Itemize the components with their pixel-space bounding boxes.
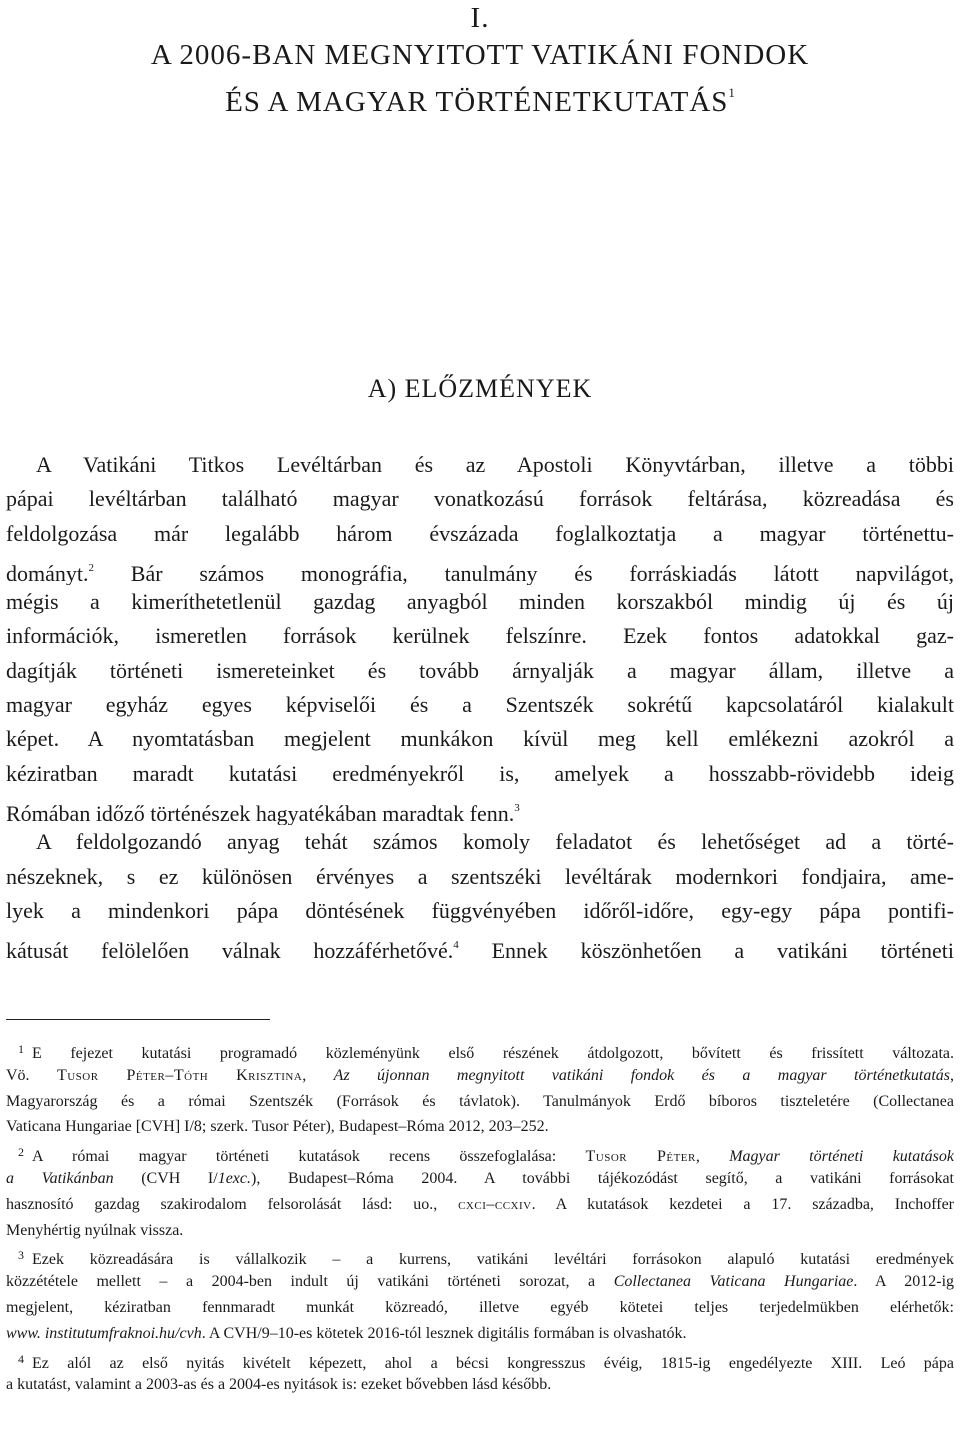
body-line [6,791,954,825]
body-text-segment: kátusát felölelően válnak hozzáférhetővé. [6,938,454,963]
body-line: információk, ismeretlen források kerülnek felszínre. Ezek fontos adatokkal gaz- [6,623,954,649]
footnote-separator [6,1019,270,1020]
body-line: lyek a mindenkori pápa döntésének függvényében időről-időre, egy-egy pápa pontifi- [6,897,954,923]
body-text [6,448,954,962]
footnote-text: , [950,1066,954,1084]
body-line: mégis a kimeríthetetlenül gazdag anyagból minden korszakból mindig új és új [6,589,954,615]
section-heading: A) ELŐZMÉNYEK [367,374,593,403]
footnote-4-line [6,1347,954,1373]
footnote-text: A római magyar történeti kutatások recens összefoglalása: [32,1148,586,1166]
footnote-text: Ez alól az első nyitás kivételt képezett, ahol a bécsi kongresszus évéig, 1815-ig engedélyezte XIII. Leó pápa [32,1354,954,1372]
body-line: dagítják történeti ismereteinket és tovább árnyalják a magyar állam, illetve a [6,657,954,683]
footnote-text-italic: 1exc. [217,1169,252,1187]
footnote-1-line [6,1063,954,1089]
chapter-title-line-2 [0,74,960,121]
body-line: kéziratban maradt kutatási eredményekről is, amelyek a hosszabb-rövidebb ideig [6,760,954,786]
body-line: pápai levéltárban található magyar vonatkozású források feltárása, közreadása és [6,486,954,512]
footnote-3-line [6,1269,954,1295]
footnote-title: Az újonnan megnyitott vatikáni fondok és a magyar történetkutatás [333,1066,951,1084]
footnote-text: (CVH I/ [113,1169,218,1187]
body-line: A Vatikáni Titkos Levéltárban és az Apostoli Könyvtárban, illetve a többi [36,452,954,477]
footnote-4-mark: 4 [18,1351,24,1366]
footnote-2-mark: 2 [18,1145,24,1160]
body-text-segment: Bár számos monográfia, tanulmány és forráskiadás látott napvilágot, [94,560,954,586]
body-line: nészeknek, s ez különösen érvényes a szentszéki levéltárak modernkori fondjaira, ame- [6,863,954,889]
footnote-series-title: Collectanea Vaticana Hungariae [613,1273,854,1291]
footnote-3-line [6,1243,954,1269]
footnote-text: közzététele mellett – a 2004-ben indult új vatikáni történeti sorozat, a [6,1273,614,1291]
body-text-segment: dományt. [6,560,89,586]
body-line: feldolgozása már legalább három évszázada foglalkoztatja a magyar történettu- [6,520,954,546]
footnote-text: Ezek közreadására is vállalkozik – a kurrens, vatikáni levéltári forrásokon alapuló kutatási eredmények [32,1251,954,1269]
footnote-1-line [6,1037,954,1063]
footnote-3-line: megjelent, kéziratban fennmaradt munkát közreadó, illetve egyéb kötetei teljes terjedelmükben elérhetők: [6,1298,954,1316]
body-line: képet. A nyomtatásban megjelent munkákon kívül meg kell emlékezni azokról a [6,726,954,752]
footnote-4-line: a kutatást, valamint a 2003-as és a 2004-es nyitások is: ezeket bővebben lásd később. [6,1376,552,1394]
footnote-text: . A CVH/9–10-es kötetek 2016-tól lesznek digitális formában is olvashatók. [201,1324,687,1342]
footnote-1-mark: 1 [18,1042,24,1056]
body-text-segment: Ennek köszönhetően a vatikáni történeti [458,938,954,963]
footnote-text: ), Budapest–Róma 2004. A további tájékozódást segítő, a vatikáni forrásokat [251,1169,954,1187]
footnote-authors: Tusor Péter–Tóth Krisztina [56,1066,303,1084]
footnote-text: Vö. [6,1066,57,1084]
footnote-2-line [6,1166,954,1192]
footnote-url-link[interactable]: www. institutumfraknoi.hu/cvh [6,1324,202,1342]
chapter-title-line-1: A 2006-BAN MEGNYITOTT VATIKÁNI FONDOK [150,39,810,71]
footnote-2-line [6,1192,954,1218]
footnote-ref-1[interactable]: 1 [728,85,735,100]
footnote-title: a Vatikánban [6,1169,114,1187]
chapter-title [0,36,960,121]
footnote-2-line [6,1140,954,1166]
body-line [6,551,954,585]
chapter-title-line-2-text: ÉS A MAGYAR TÖRTÉNETKUTATÁS [225,86,729,118]
footnote-authors: Tusor Péter [585,1148,696,1166]
body-text-segment: Rómában időző történészek hagyatékában maradtak fenn. [6,800,515,826]
chapter-number: I. [470,2,490,34]
footnote-roman-pages: cxci–ccxiv [458,1195,532,1213]
footnote-ref-2[interactable]: 2 [88,561,94,574]
footnote-text: . A kutatások kezdetei a 17. századba, Inchoffer [531,1195,954,1213]
footnote-3-mark: 3 [18,1248,24,1263]
footnote-title: Magyar történeti kutatások [729,1148,954,1166]
footnote-1-line: Magyarország és a római Szentszék (Források és távlatok). Tanulmányok Erdő bíboros tiszteletére (Collectanea [6,1092,954,1110]
footnote-ref-4[interactable]: 4 [453,939,459,952]
footnotes [6,1037,954,1398]
footnote-text: E fejezet kutatási programadó közleményünk első részének átdolgozott, bővített és frissített változata. [32,1045,954,1062]
footnote-3-line [6,1321,954,1347]
body-line: magyar egyház egyes képviselői és a Szentszék sokrétű kapcsolatáról kialakult [6,692,954,718]
footnote-1-line: Vaticana Hungariae [CVH] I/8; szerk. Tusor Péter), Budapest–Róma 2012, 203–252. [6,1118,549,1136]
footnote-2-line: Menyhértig nyúlnak vissza. [6,1221,184,1239]
body-line: A feldolgozandó anyag tehát számos komoly feladatot és lehetőséget ad a törté- [36,829,954,855]
body-line [6,928,954,962]
footnote-ref-3[interactable]: 3 [514,801,520,814]
footnote-text: , [695,1148,730,1166]
footnote-text: , [302,1066,334,1084]
footnote-text: . A 2012-ig [853,1273,954,1291]
footnote-text: hasznosító gazdag szakirodalom felsorolását lásd: uo., [6,1195,459,1213]
